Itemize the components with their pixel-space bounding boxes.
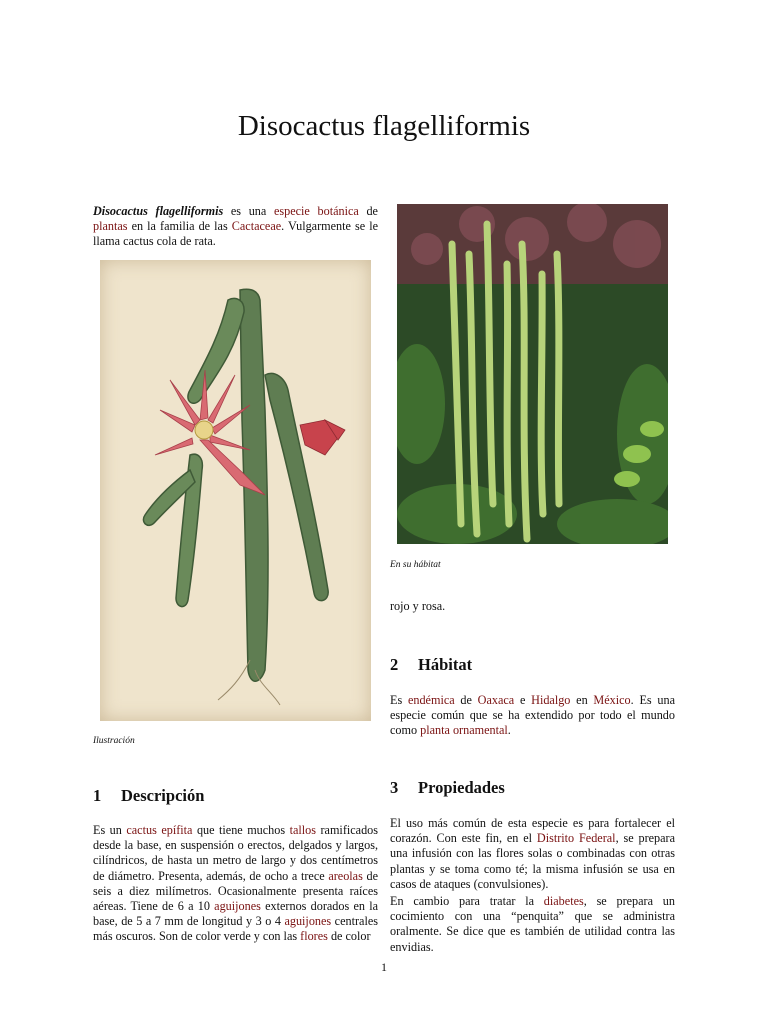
descripcion-paragraph (93, 823, 378, 945)
habitat-paragraph (390, 693, 675, 739)
descripcion-continuation: rojo y rosa. (390, 599, 446, 613)
section-heading-descripcion (93, 786, 204, 806)
link-especie-botanica[interactable]: especie botánica (273, 204, 359, 218)
section-number: 1 (93, 786, 102, 805)
text: . (507, 723, 511, 738)
link-plantas[interactable]: plantas (93, 219, 128, 234)
illustration-caption: Ilustración (93, 736, 135, 746)
propiedades-paragraph-1 (390, 816, 675, 892)
link-planta-ornamental[interactable]: planta ornamental (420, 723, 508, 738)
intro-text: es una (223, 204, 274, 218)
link-aguijones[interactable]: aguijones (214, 899, 261, 914)
text: ramificados desde la base, en suspensión o erectos, delgados y largos, cilíndricos, de hasta un metro de largo y dos centímetros de diámetro. Presenta, además, de ocho a trece (93, 823, 379, 883)
text: externos dorados en la base, de 5 a 7 mm de longitud y 3 o 4 (93, 899, 378, 929)
link-distrito-federal[interactable]: Distrito Federal (536, 831, 616, 846)
habitat-photo[interactable] (397, 204, 668, 544)
text: , se prepara una infusión con las flores solas o combinadas con otras plantas y se toma como té; la misma infusión se usa en casos de ataques (convulsiones). (390, 831, 676, 891)
section-title: Hábitat (418, 655, 473, 674)
text: Es (390, 693, 408, 707)
page-number: 1 (381, 960, 387, 974)
link-diabetes[interactable]: diabetes (543, 894, 584, 908)
link-flores[interactable]: flores (300, 929, 328, 944)
text: , se prepara un cocimiento con una “penquita” que se administra oralmente. Se dice que es también de utilidad contra las envidias. (390, 894, 675, 954)
text: En cambio para tratar la (390, 894, 544, 908)
link-hidalgo[interactable]: Hidalgo (531, 693, 571, 707)
page-title: Disocactus flagelliformis (237, 110, 531, 142)
section-title: Descripción (121, 786, 205, 805)
section-heading-propiedades (390, 778, 505, 798)
text: centrales más oscuros. Son de color verde y con las (93, 914, 378, 944)
intro-paragraph (93, 204, 378, 250)
link-oaxaca[interactable]: Oaxaca (477, 693, 515, 707)
botanical-illustration[interactable] (100, 260, 371, 721)
text: de (454, 693, 478, 707)
habitat-photo-drawing (397, 204, 668, 544)
text: . Es una especie común que se ha extendido por todo el mundo como (390, 693, 675, 738)
photo-caption: En su hábitat (390, 560, 441, 570)
link-aguijones[interactable]: aguijones (284, 914, 332, 929)
text: de color (327, 929, 371, 944)
intro-text: . Vulgarmente se le llama cactus cola de rata. (93, 219, 379, 249)
link-cactaceae[interactable]: Cactaceae (231, 219, 282, 234)
text: que tiene muchos (192, 823, 290, 837)
section-number: 3 (390, 778, 399, 797)
link-mexico[interactable]: México (593, 693, 631, 707)
link-endemica[interactable]: endémica (407, 693, 455, 707)
species-name: Disocactus flagelliformis (93, 204, 224, 218)
intro-text: de (358, 204, 378, 218)
link-tallos[interactable]: tallos (289, 823, 316, 837)
link-areolas[interactable]: areolas (328, 868, 363, 883)
section-number: 2 (390, 655, 399, 674)
cactus-illustration-drawing (100, 260, 371, 721)
text: e (514, 693, 532, 707)
text: en (570, 693, 594, 707)
link-cactus[interactable]: cactus (126, 823, 157, 837)
text: de seis a diez milímetros. Ocasionalmente presenta raíces aéreas. Tiene de 6 a 10 (93, 868, 378, 914)
intro-text: en la familia de las (127, 219, 232, 234)
section-heading-habitat (390, 655, 472, 675)
propiedades-paragraph-2 (390, 894, 675, 955)
text: Es un (93, 823, 127, 837)
section-title: Propiedades (418, 778, 505, 797)
text: El uso más común de esta especie es para fortalecer el corazón. Con este fin, en el (390, 816, 675, 846)
link-epifita[interactable]: epífita (161, 823, 193, 837)
